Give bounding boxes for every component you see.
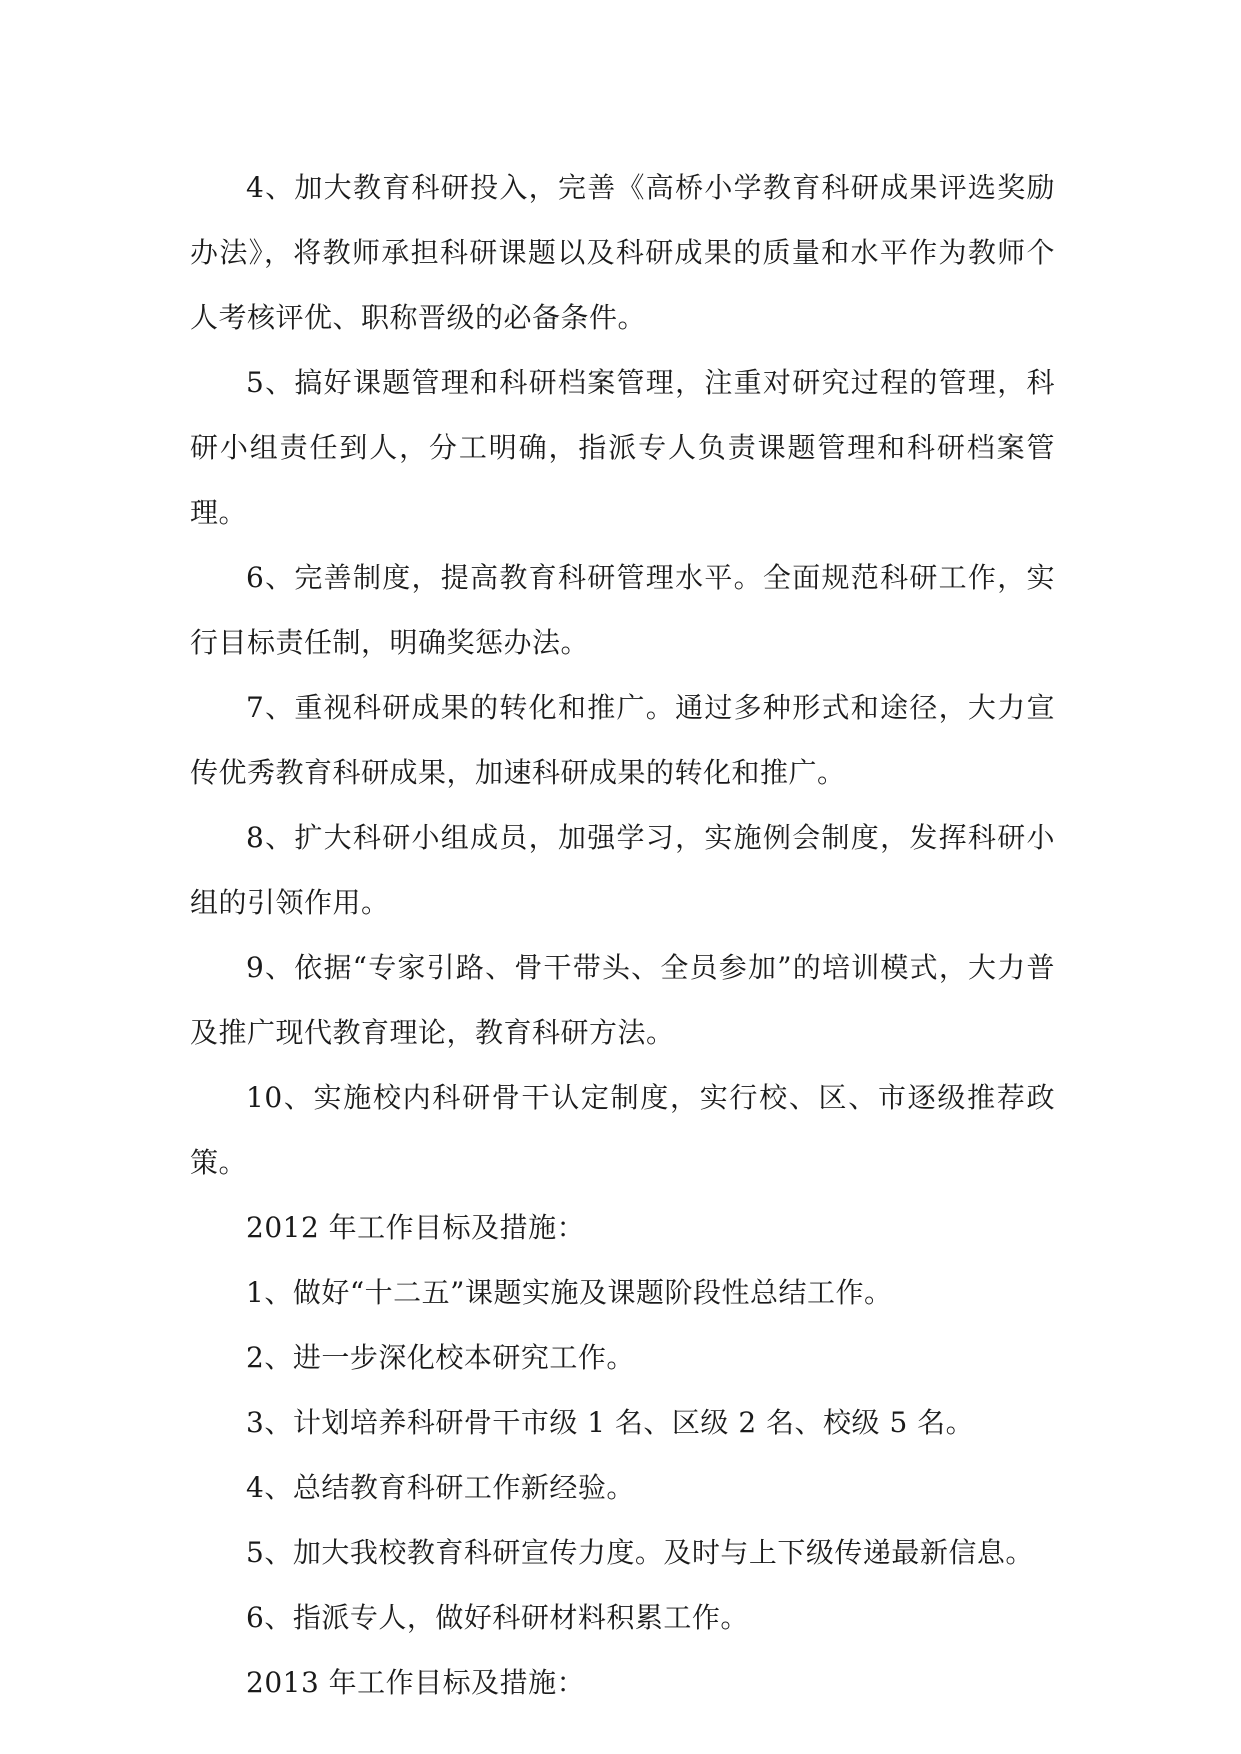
section-heading-2012-goals: 2012 年工作目标及措施： xyxy=(246,1211,586,1244)
goal-item-2012-4: 4、总结教育科研工作新经验。 xyxy=(246,1471,635,1504)
document-body xyxy=(190,155,1055,1715)
goal-item-2012-5: 5、加大我校教育科研宣传力度。及时与上下级传递最新信息。 xyxy=(246,1536,1034,1569)
goal-item-2012-3: 3、计划培养科研骨干市级 1 名、区级 2 名、校级 5 名。 xyxy=(246,1406,975,1439)
paragraph-item-7-results-promotion: 7、重视科研成果的转化和推广。通过多种形式和途径，大力宣传优秀教育科研成果，加速科研成果的转化和推广。 xyxy=(190,691,1055,789)
goal-item-2012-1: 1、做好“十二五”课题实施及课题阶段性总结工作。 xyxy=(246,1276,893,1309)
goal-item-2012-6: 6、指派专人，做好科研材料积累工作。 xyxy=(246,1601,749,1634)
section-heading-2013-goals: 2013 年工作目标及措施： xyxy=(246,1666,586,1699)
paragraph-item-4-research-investment: 4、加大教育科研投入，完善《高桥小学教育科研成果评选奖励办法》，将教师承担科研课题以及科研成果的质量和水平作为教师个人考核评优、职称晋级的必备条件。 xyxy=(190,171,1055,334)
paragraph-item-6-improve-system: 6、完善制度，提高教育科研管理水平。全面规范科研工作，实行目标责任制，明确奖惩办法。 xyxy=(190,561,1055,659)
paragraph-item-10-backbone-system: 10、实施校内科研骨干认定制度，实行校、区、市逐级推荐政策。 xyxy=(190,1081,1055,1179)
paragraph-item-8-expand-group: 8、扩大科研小组成员，加强学习，实施例会制度，发挥科研小组的引领作用。 xyxy=(190,821,1055,919)
goal-item-2012-2: 2、进一步深化校本研究工作。 xyxy=(246,1341,635,1374)
paragraph-item-9-training-model: 9、依据“专家引路、骨干带头、全员参加”的培训模式，大力普及推广现代教育理论，教育科研方法。 xyxy=(190,951,1055,1049)
paragraph-item-5-project-management: 5、搞好课题管理和科研档案管理，注重对研究过程的管理，科研小组责任到人，分工明确，指派专人负责课题管理和科研档案管理。 xyxy=(190,366,1055,529)
